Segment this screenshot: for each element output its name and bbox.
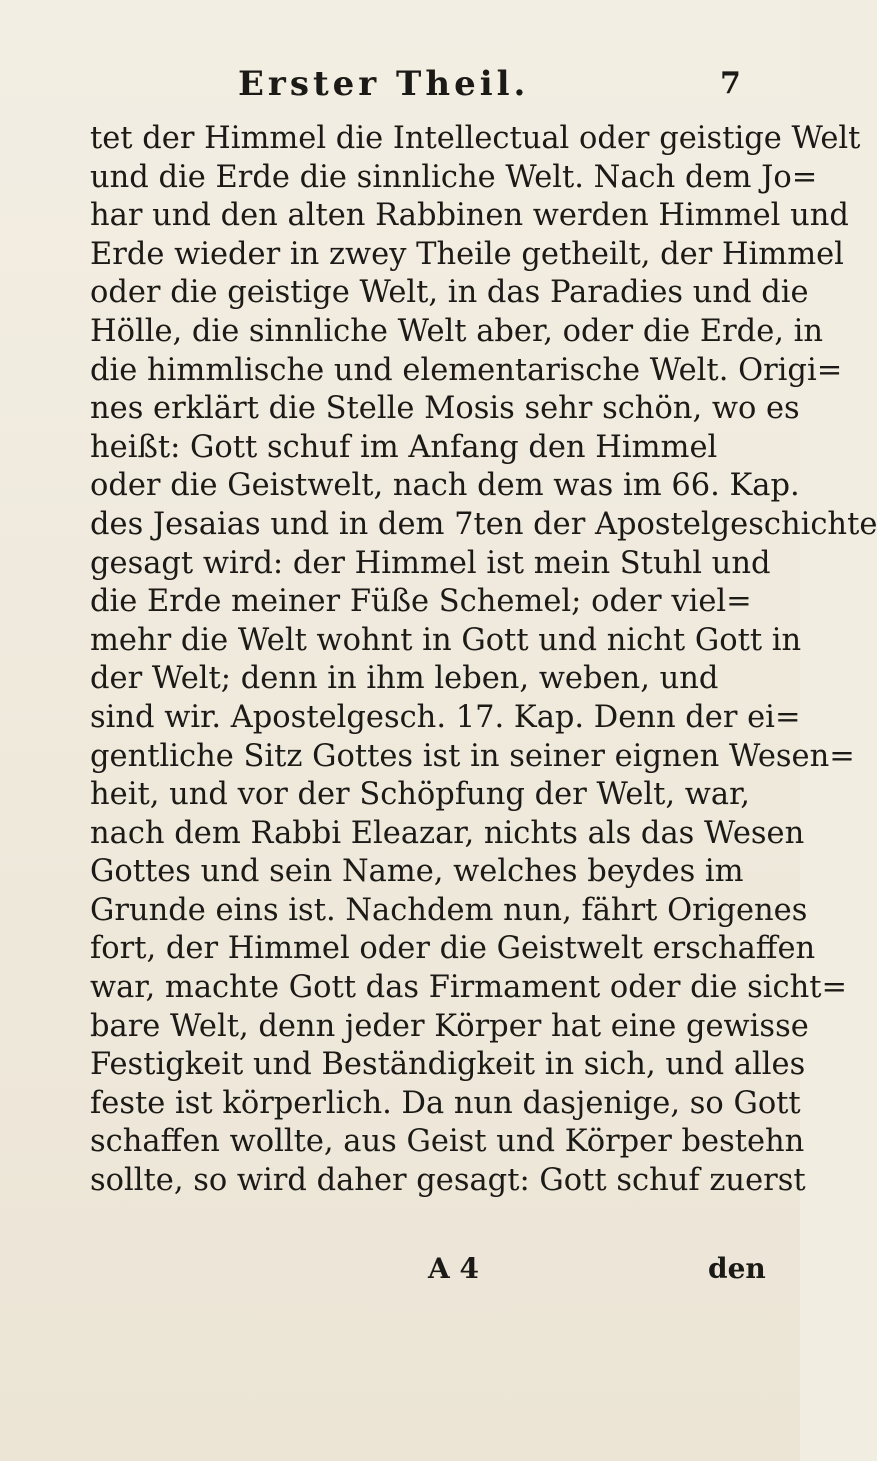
text-line: Gottes und sein Name, welches beydes im (90, 854, 744, 890)
text-line: gesagt wird: der Himmel ist mein Stuhl und (90, 545, 771, 581)
body-text (90, 120, 877, 1201)
text-line: Festigkeit und Beständigkeit in sich, und alles (90, 1047, 806, 1083)
page-header (0, 64, 800, 114)
text-line: nes erklärt die Stelle Mosis sehr schön, wo es (90, 391, 800, 427)
text-line: gentliche Sitz Gottes ist in seiner eignen Wesen= (90, 738, 855, 774)
text-line: die Erde meiner Füße Schemel; oder viel= (90, 584, 752, 620)
text-line: Grunde eins ist. Nachdem nun, fährt Origenes (90, 892, 808, 928)
text-line: schaffen wollte, aus Geist und Körper bestehn (90, 1124, 805, 1160)
text-line: har und den alten Rabbinen werden Himmel und (90, 198, 849, 234)
text-line: heit, und vor der Schöpfung der Welt, war, (90, 777, 750, 813)
text-line: Hölle, die sinnliche Welt aber, oder die Erde, in (90, 313, 824, 349)
text-line: nach dem Rabbi Eleazar, nichts als das Wesen (90, 815, 805, 851)
text-line: die himmlische und elementarische Welt. Origi= (90, 352, 843, 388)
text-line: und die Erde die sinnliche Welt. Nach dem Jo= (90, 159, 818, 195)
text-line: bare Welt, denn jeder Körper hat eine gewisse (90, 1008, 809, 1044)
text-line: oder die geistige Welt, in das Paradies und die (90, 275, 809, 311)
text-line: heißt: Gott schuf im Anfang den Himmel (90, 429, 718, 465)
text-line: oder die Geistwelt, nach dem was im 66. Kap. (90, 468, 800, 504)
text-line: sind wir. Apostelgesch. 17. Kap. Denn der ei= (90, 699, 801, 735)
signature-mark: A 4 (428, 1252, 479, 1285)
text-line: fort, der Himmel oder die Geistwelt erschaffen (90, 931, 816, 967)
text-line: des Jesaias und in dem 7ten der Apostelgeschichte (90, 506, 877, 542)
text-line: mehr die Welt wohnt in Gott und nicht Gott in (90, 622, 802, 658)
text-line: sollte, so wird daher gesagt: Gott schuf zuerst (90, 1163, 806, 1199)
catchword: den (708, 1252, 766, 1285)
text-line: der Welt; denn in ihm leben, weben, und (90, 661, 719, 697)
text-line: Erde wieder in zwey Theile getheilt, der Himmel (90, 236, 844, 272)
running-head: Erster Theil. (238, 64, 530, 104)
text-line: feste ist körperlich. Da nun dasjenige, so Gott (90, 1085, 801, 1121)
page-number: 7 (720, 66, 741, 101)
text-line: tet der Himmel die Intellectual oder geistige Welt (90, 121, 861, 156)
page-footer (0, 1252, 800, 1292)
text-line: war, machte Gott das Firmament oder die sicht= (90, 970, 848, 1006)
